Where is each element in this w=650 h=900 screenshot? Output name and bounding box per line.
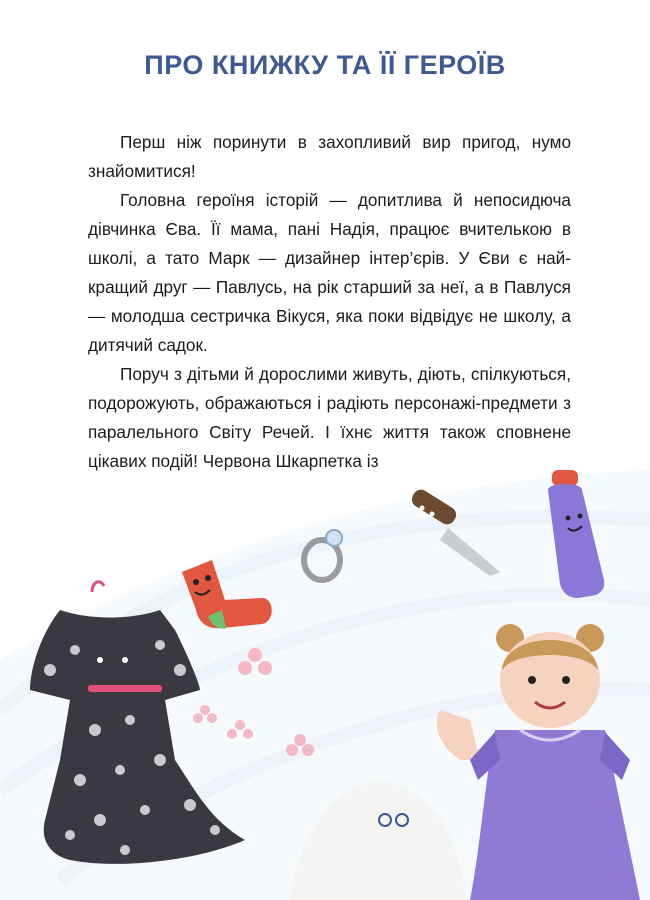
illustration: [0, 460, 650, 900]
page-title: ПРО КНИЖКУ ТА ЇЇ ГЕРОЇВ: [144, 50, 506, 80]
paragraph-2: Головна героїня історій — допитлива й непосидюча дівчинка Єва. Її мама, пані Надія, працює вчителькою в школі, а тато Марк — дизайнер інтер’єрів. У Єви є найкращий друг — Павлусь, на рік старший за неї, а в Павлуся — молодша сестричка Вікуся, яка поки відвідує не школу, а дитячий садок.: [88, 190, 571, 355]
paragraph-1: Перш ніж поринути в захопливий вир пригод, нумо знайомитися!: [88, 132, 571, 181]
body-text: [88, 128, 571, 476]
paragraph-3: Поруч з дітьми й дорослими живуть, діють, спілкуються, подорожують, ображаються і радіють персонажі-предмети з паралельного Світу Речей. І їхнє життя також сповнене цікавих подій! Червона Шкарпетка із: [88, 364, 571, 471]
